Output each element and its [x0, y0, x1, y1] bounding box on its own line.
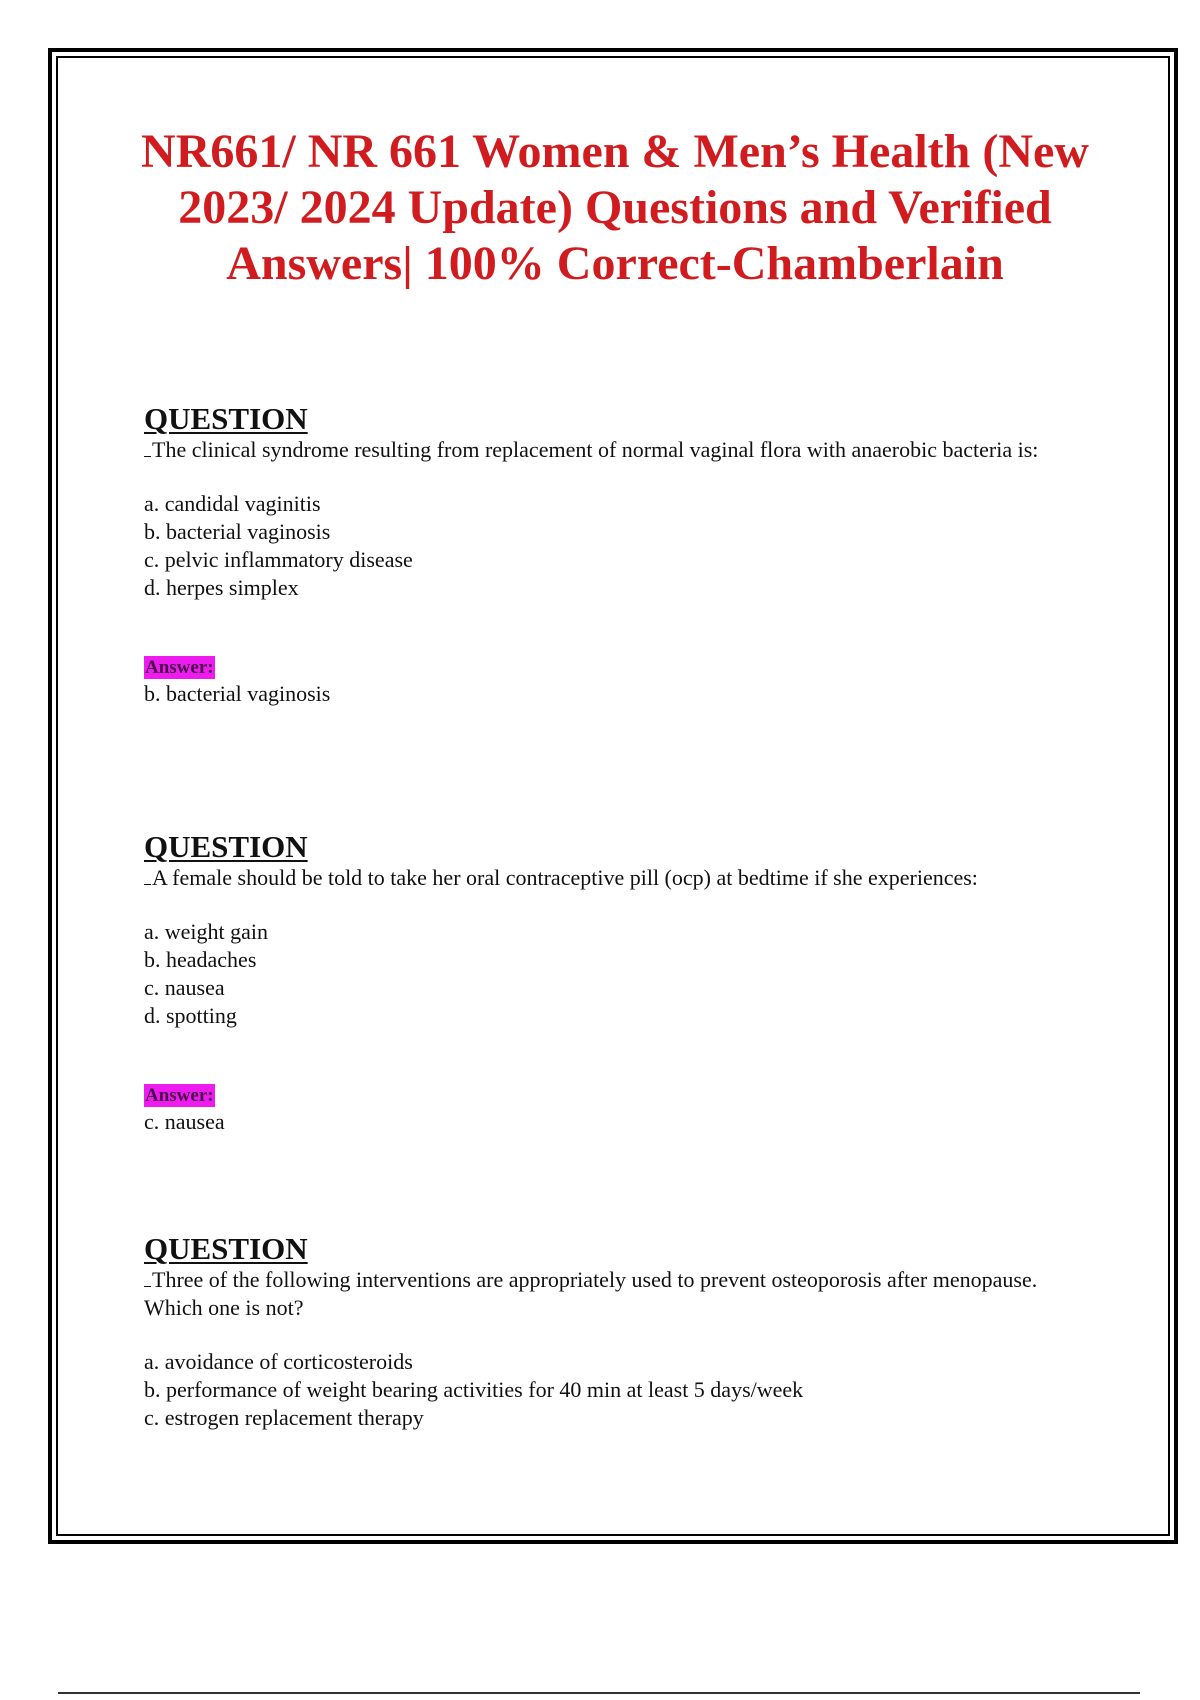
question-heading: QUESTION [144, 401, 308, 436]
answer-text: b. bacterial vaginosis [144, 681, 331, 706]
option-item: d. spotting [144, 1003, 237, 1028]
question-stem-text: The clinical syndrome resulting from replacement of normal vaginal flora with anaerobic bacteria is: [152, 437, 1039, 462]
question-stem-text: A female should be told to take her oral contraceptive pill (ocp) at bedtime if she experiences: [152, 865, 978, 890]
question-stem-text: Three of the following interventions are appropriately used to prevent osteoporosis after menopause. Which one is not? [144, 1267, 1038, 1320]
option-list [144, 490, 1104, 602]
page-bottom-divider [58, 1692, 1140, 1694]
question-stem [144, 864, 1084, 892]
underline-mark [144, 456, 151, 457]
option-item: a. candidal vaginitis [144, 491, 321, 516]
option-item: b. performance of weight bearing activities for 40 min at least 5 days/week [144, 1377, 804, 1402]
answer-block [144, 1084, 1104, 1137]
option-list [144, 1348, 1104, 1432]
option-item: a. weight gain [144, 919, 269, 944]
underline-mark [144, 1286, 151, 1287]
answer-text: c. nausea [144, 1109, 225, 1134]
question-stem [144, 1266, 1084, 1322]
question-block [144, 830, 1104, 1137]
option-list [144, 918, 1104, 1030]
answer-label: Answer: [145, 1085, 214, 1106]
question-heading: QUESTION [144, 829, 308, 864]
question-heading: QUESTION [144, 1231, 308, 1266]
option-item: c. nausea [144, 975, 225, 1000]
option-item: a. avoidance of corticosteroids [144, 1349, 413, 1374]
option-item: c. estrogen replacement therapy [144, 1405, 424, 1430]
question-stem [144, 436, 1084, 464]
underline-mark [144, 884, 151, 885]
option-item: c. pelvic inflammatory disease [144, 547, 413, 572]
answer-label: Answer: [145, 657, 214, 678]
option-item: b. bacterial vaginosis [144, 519, 331, 544]
option-item: b. headaches [144, 947, 257, 972]
option-item: d. herpes simplex [144, 575, 299, 600]
document-title: NR661/ NR 661 Women & Men’s Health (New 2023/ 2024 Update) Questions and Verified Answers| 100% Correct-Chamberlain [141, 125, 1089, 291]
question-block [144, 1232, 1104, 1432]
answer-block [144, 656, 1104, 709]
question-block [144, 402, 1104, 709]
